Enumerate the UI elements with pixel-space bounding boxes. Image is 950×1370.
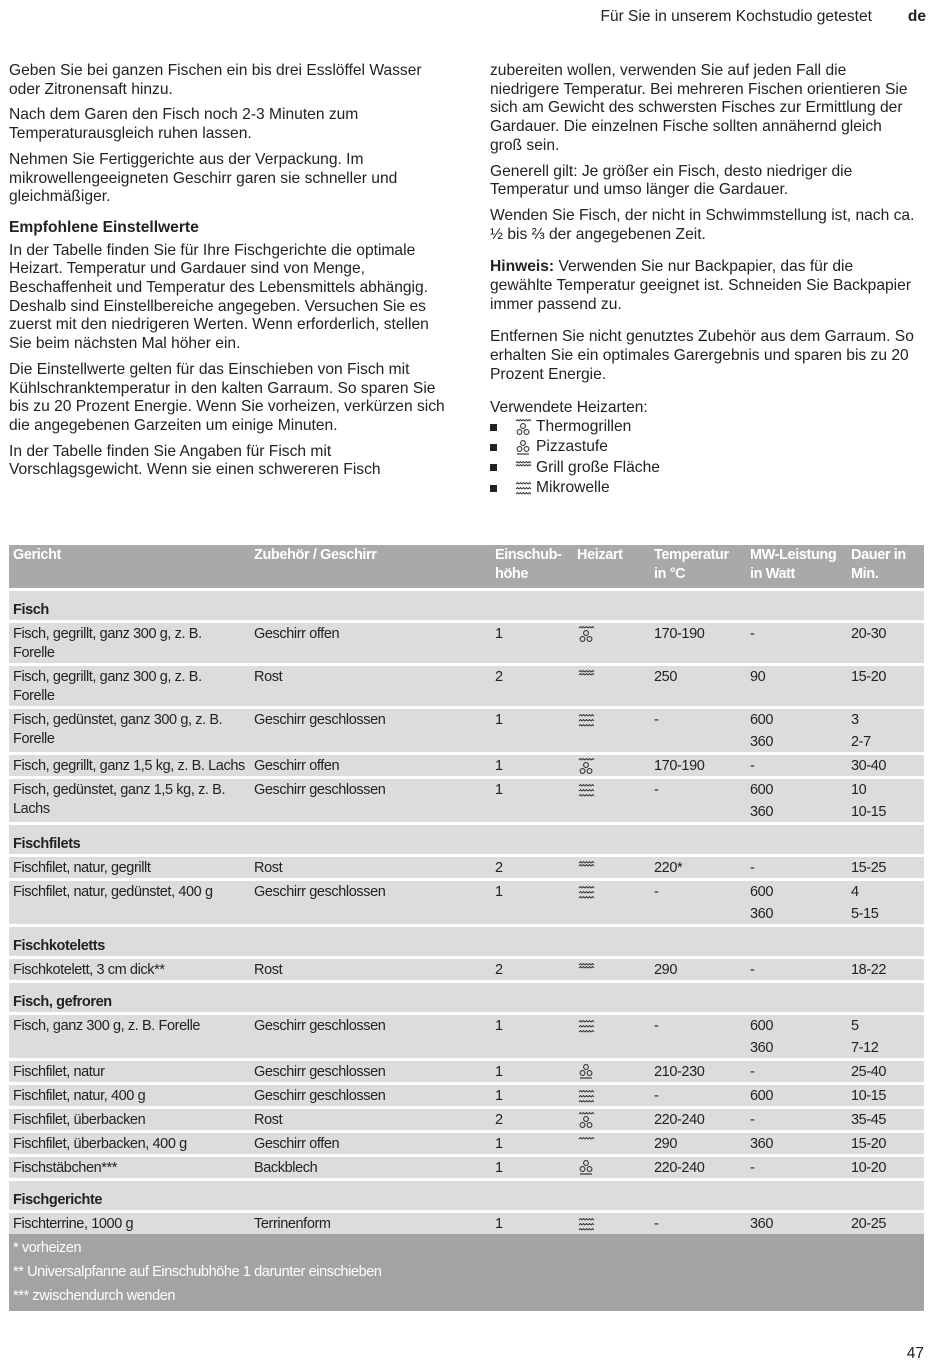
accessory-cell: Backblech: [250, 1156, 491, 1180]
microwave-icon: [577, 1088, 595, 1105]
thermogrill-icon: [577, 1112, 595, 1129]
duration-value: 25-40: [851, 1064, 887, 1080]
paragraph: Nach dem Garen den Fisch noch 2-3 Minuten zum Temperaturausgleich ruhen lassen.: [9, 106, 359, 143]
legend-title: Verwendete Heizarten:: [490, 398, 648, 416]
microwave-power-cell: [746, 778, 847, 824]
heating-mode-cell: [573, 754, 650, 778]
shelf-level-cell: 1: [491, 880, 573, 926]
microwave-power-cell: [746, 708, 847, 754]
shelf-level-cell: 1: [491, 622, 573, 665]
table-row: [9, 1108, 924, 1132]
duration-value: 5-15: [851, 906, 879, 922]
duration-cell: [847, 1132, 924, 1156]
accessory-cell: Geschirr geschlossen: [250, 1014, 491, 1060]
microwave-power-cell: [746, 1212, 847, 1235]
duration-value: 15-25: [851, 860, 887, 876]
paragraph: Die Einstellwerte gelten für das Einschieben von Fisch mit Kühlschranktemperatur in den kalten Garraum. So sparen Sie bis zu 20 Prozent Energie. Wenn Sie vorheizen, verkürzen sich die angegebenen Garzeiten um einige Minuten.: [9, 360, 445, 434]
heating-mode-cell: [573, 880, 650, 926]
duration-value: 7-12: [851, 1040, 879, 1056]
duration-cell: [847, 1108, 924, 1132]
duration-cell: [847, 856, 924, 880]
duration-value: 10-15: [851, 804, 887, 820]
temperature-cell: 220-240: [650, 1108, 746, 1132]
footnotes-row: [9, 1234, 924, 1311]
header-title: Für Sie in unserem Kochstudio getestet: [600, 8, 872, 25]
section-title: Fischkoteletts: [9, 926, 924, 958]
table-row: [9, 1060, 924, 1084]
temperature-cell: -: [650, 778, 746, 824]
temperature-cell: 170-190: [650, 754, 746, 778]
microwave-icon: [577, 1018, 595, 1035]
microwave-power-cell: [746, 880, 847, 926]
dish-cell: Fischstäbchen***: [9, 1156, 250, 1180]
power-value: 600: [750, 712, 773, 728]
note: [490, 258, 915, 314]
column-header: Gericht: [9, 545, 250, 590]
duration-value: 15-20: [851, 669, 887, 685]
dish-cell: Fisch, ganz 300 g, z. B. Forelle: [9, 1014, 250, 1060]
duration-value: 30-40: [851, 758, 887, 774]
microwave-power-cell: [746, 1014, 847, 1060]
heating-mode-cell: [573, 1108, 650, 1132]
duration-cell: [847, 708, 924, 754]
grill-large-area-icon: [577, 962, 595, 979]
duration-cell: [847, 1014, 924, 1060]
temperature-cell: -: [650, 1212, 746, 1235]
power-value: -: [750, 1160, 755, 1176]
shelf-level-cell: 1: [491, 708, 573, 754]
duration-cell: [847, 880, 924, 926]
duration-cell: [847, 1060, 924, 1084]
paragraph: zubereiten wollen, verwenden Sie auf jeden Fall die niedrigere Temperatur. Bei mehreren Fischen orientieren Sie sich am Gewicht des schwersten Fisches zur Ermittlung der Gardauer. Die einzelnen Fische sollten annähernd gleich groß sein.: [490, 62, 908, 154]
shelf-level-cell: 1: [491, 1014, 573, 1060]
table-row: [9, 856, 924, 880]
column-header: Temperatur in °C: [650, 545, 746, 590]
table-row: [9, 880, 924, 926]
shelf-level-cell: 1: [491, 1132, 573, 1156]
microwave-power-cell: [746, 958, 847, 982]
accessory-cell: Rost: [250, 856, 491, 880]
grill-large-area-icon: [577, 669, 595, 686]
microwave-icon: [577, 884, 595, 901]
settings-table: [9, 545, 924, 1311]
thermogrill-icon: [514, 419, 532, 436]
legend-item: [490, 438, 915, 458]
power-value: 600: [750, 1088, 773, 1104]
temperature-cell: 220-240: [650, 1156, 746, 1180]
duration-cell: [847, 1084, 924, 1108]
microwave-power-cell: [746, 1132, 847, 1156]
temperature-cell: 290: [650, 958, 746, 982]
duration-cell: [847, 1212, 924, 1235]
shelf-level-cell: 1: [491, 1212, 573, 1235]
dish-cell: Fischterrine, 1000 g: [9, 1212, 250, 1235]
section-heading: Empfohlene Einstellwerte: [9, 218, 199, 236]
power-value: 90: [750, 669, 766, 685]
duration-value: 10: [851, 782, 867, 798]
left-column: [9, 62, 449, 487]
column-header: Dauer in Min.: [847, 545, 924, 590]
grill-large-area-icon: [514, 460, 532, 477]
dish-cell: Fisch, gedünstet, ganz 1,5 kg, z. B. Lachs: [9, 778, 250, 824]
heating-mode-cell: [573, 778, 650, 824]
dish-cell: Fisch, gegrillt, ganz 300 g, z. B. Forelle: [9, 665, 250, 708]
shelf-level-cell: 2: [491, 665, 573, 708]
accessory-cell: Geschirr offen: [250, 1132, 491, 1156]
table-row: [9, 665, 924, 708]
table-row: [9, 1132, 924, 1156]
microwave-power-cell: [746, 1060, 847, 1084]
heating-mode-cell: [573, 958, 650, 982]
column-header: Zubehör / Geschirr: [250, 545, 491, 590]
accessory-cell: Rost: [250, 958, 491, 982]
duration-cell: [847, 958, 924, 982]
table-row: [9, 754, 924, 778]
column-header: MW-Leistung in Watt: [746, 545, 847, 590]
legend-label: Mikrowelle: [536, 478, 610, 496]
microwave-icon: [577, 1216, 595, 1233]
section-row: [9, 982, 924, 1014]
microwave-icon: [577, 712, 595, 729]
paragraph: In der Tabelle finden Sie Angaben für Fisch mit Vorschlagsgewicht. Wenn sie einen schwereren Fisch: [9, 442, 381, 479]
dish-cell: Fisch, gegrillt, ganz 1,5 kg, z. B. Lachs: [9, 754, 250, 778]
accessory-cell: Geschirr geschlossen: [250, 880, 491, 926]
duration-value: 20-30: [851, 626, 887, 642]
temperature-cell: 250: [650, 665, 746, 708]
dish-cell: Fischfilet, natur, gegrillt: [9, 856, 250, 880]
table-row: [9, 778, 924, 824]
section-row: [9, 824, 924, 856]
power-value: 600: [750, 782, 773, 798]
accessory-cell: Rost: [250, 1108, 491, 1132]
duration-value: 3: [851, 712, 859, 728]
note-text: Verwenden Sie nur Backpapier, das für die gewählte Temperatur geeignet ist. Schneiden Sie Backpapier immer passend zu.: [490, 258, 912, 313]
heating-mode-cell: [573, 622, 650, 665]
section-row: [9, 590, 924, 622]
microwave-power-cell: [746, 1084, 847, 1108]
shelf-level-cell: 1: [491, 1060, 573, 1084]
legend-item: [490, 478, 915, 498]
duration-value: 20-25: [851, 1216, 887, 1232]
duration-cell: [847, 754, 924, 778]
microwave-power-cell: [746, 856, 847, 880]
temperature-cell: 210-230: [650, 1060, 746, 1084]
language-code: de: [907, 8, 926, 25]
microwave-power-cell: [746, 1156, 847, 1180]
accessory-cell: Geschirr geschlossen: [250, 778, 491, 824]
dish-cell: Fischfilet, natur, gedünstet, 400 g: [9, 880, 250, 926]
table-row: [9, 958, 924, 982]
bullet-icon: [490, 485, 497, 492]
section-title: Fischfilets: [9, 824, 924, 856]
dish-cell: Fischkotelett, 3 cm dick**: [9, 958, 250, 982]
temperature-cell: -: [650, 880, 746, 926]
page-header: [601, 8, 927, 26]
microwave-power-cell: [746, 1108, 847, 1132]
pizza-setting-icon: [514, 440, 532, 457]
table-row: [9, 708, 924, 754]
column-header: Heizart: [573, 545, 650, 590]
power-value: 360: [750, 906, 773, 922]
accessory-cell: Geschirr geschlossen: [250, 1084, 491, 1108]
pizza-setting-icon: [577, 1160, 595, 1177]
legend-label: Pizzastufe: [536, 438, 608, 456]
duration-value: 18-22: [851, 962, 887, 978]
shelf-level-cell: 1: [491, 1084, 573, 1108]
heating-mode-cell: [573, 708, 650, 754]
legend-item: [490, 458, 915, 478]
dish-cell: Fischfilet, natur: [9, 1060, 250, 1084]
microwave-power-cell: [746, 754, 847, 778]
power-value: -: [750, 626, 755, 642]
footnote: * vorheizen: [13, 1240, 82, 1256]
duration-cell: [847, 665, 924, 708]
table-row: [9, 1156, 924, 1180]
power-value: -: [750, 1112, 755, 1128]
bullet-icon: [490, 444, 497, 451]
power-value: -: [750, 1064, 755, 1080]
temperature-cell: -: [650, 1014, 746, 1060]
shelf-level-cell: 2: [491, 856, 573, 880]
power-value: 360: [750, 1136, 773, 1152]
duration-value: 2-7: [851, 734, 871, 750]
bullet-icon: [490, 464, 497, 471]
temperature-cell: -: [650, 708, 746, 754]
section-title: Fischgerichte: [9, 1180, 924, 1212]
accessory-cell: Geschirr geschlossen: [250, 1060, 491, 1084]
legend-label: Grill große Fläche: [536, 458, 660, 476]
duration-value: 35-45: [851, 1112, 887, 1128]
dish-cell: Fischfilet, natur, 400 g: [9, 1084, 250, 1108]
footnote: *** zwischendurch wenden: [13, 1288, 176, 1304]
power-value: -: [750, 962, 755, 978]
duration-value: 15-20: [851, 1136, 887, 1152]
duration-value: 5: [851, 1018, 859, 1034]
shelf-level-cell: 2: [491, 958, 573, 982]
dish-cell: Fisch, gedünstet, ganz 300 g, z. B. Forelle: [9, 708, 250, 754]
accessory-cell: Geschirr geschlossen: [250, 708, 491, 754]
power-value: 600: [750, 1018, 773, 1034]
heating-mode-cell: [573, 1014, 650, 1060]
power-value: 360: [750, 1040, 773, 1056]
accessory-cell: Geschirr offen: [250, 622, 491, 665]
heating-mode-cell: [573, 1156, 650, 1180]
power-value: 360: [750, 804, 773, 820]
power-value: -: [750, 860, 755, 876]
power-value: 360: [750, 734, 773, 750]
heating-mode-legend: [490, 417, 915, 498]
table-header-row: [9, 545, 924, 590]
paragraph: Nehmen Sie Fertiggerichte aus der Verpackung. Im mikrowellengeeigneten Geschirr garen sie schneller und gleichmäßiger.: [9, 150, 398, 206]
table-row: [9, 1014, 924, 1060]
paragraph: Entfernen Sie nicht genutztes Zubehör aus dem Garraum. So erhalten Sie ein optimales Garergebnis und sparen bis zu 20 Prozent Energie.: [490, 328, 914, 383]
shelf-level-cell: 1: [491, 754, 573, 778]
paragraph: Wenden Sie Fisch, der nicht in Schwimmstellung ist, nach ca. ½ bis ⅔ der angegebenen Zeit.: [490, 206, 915, 243]
pizza-setting-icon: [577, 1064, 595, 1081]
temperature-cell: -: [650, 1084, 746, 1108]
microwave-power-cell: [746, 665, 847, 708]
duration-value: 4: [851, 884, 859, 900]
section-row: [9, 926, 924, 958]
dish-cell: Fischfilet, überbacken: [9, 1108, 250, 1132]
power-value: 600: [750, 884, 773, 900]
heating-mode-cell: [573, 665, 650, 708]
paragraph: Generell gilt: Je größer ein Fisch, desto niedriger die Temperatur und umso länger die Gardauer.: [490, 162, 853, 199]
duration-cell: [847, 1156, 924, 1180]
shelf-level-cell: 1: [491, 778, 573, 824]
accessory-cell: Terrinenform: [250, 1212, 491, 1235]
legend-item: [490, 417, 915, 437]
heating-mode-cell: [573, 1084, 650, 1108]
microwave-icon: [577, 782, 595, 799]
microwave-power-cell: [746, 622, 847, 665]
column-header: Einschub- höhe: [491, 545, 573, 590]
section-title: Fisch: [9, 590, 924, 622]
duration-cell: [847, 622, 924, 665]
legend-label: Thermogrillen: [536, 418, 632, 436]
shelf-level-cell: 1: [491, 1156, 573, 1180]
temperature-cell: 290: [650, 1132, 746, 1156]
duration-cell: [847, 778, 924, 824]
heating-mode-cell: [573, 1060, 650, 1084]
grill-icon: [577, 1136, 595, 1153]
paragraph: In der Tabelle finden Sie für Ihre Fischgerichte die optimale Heizart. Temperatur und Gardauer sind von Menge, Beschaffenheit und Temperatur des Lebensmittels abhängig. Deshalb sind Einstellbereiche angegeben. Versuchen Sie es zuerst mit den niedrigeren Werten. Wenn erforderlich, stellen Sie beim nächsten Mal höher ein.: [9, 241, 429, 353]
table-row: [9, 1212, 924, 1235]
footnote: ** Universalpfanne auf Einschubhöhe 1 darunter einschieben: [13, 1264, 382, 1280]
duration-value: 10-20: [851, 1160, 887, 1176]
bullet-icon: [490, 424, 497, 431]
grill-large-area-icon: [577, 860, 595, 877]
accessory-cell: Rost: [250, 665, 491, 708]
accessory-cell: Geschirr offen: [250, 754, 491, 778]
power-value: 360: [750, 1216, 773, 1232]
footnotes: [9, 1234, 924, 1311]
thermogrill-icon: [577, 758, 595, 775]
right-column: [490, 62, 915, 498]
section-title: Fisch, gefroren: [9, 982, 924, 1014]
paragraph: Geben Sie bei ganzen Fischen ein bis drei Esslöffel Wasser oder Zitronensaft hinzu.: [9, 62, 422, 98]
temperature-cell: 220*: [650, 856, 746, 880]
microwave-icon: [514, 480, 532, 497]
power-value: -: [750, 758, 755, 774]
table-row: [9, 1084, 924, 1108]
shelf-level-cell: 2: [491, 1108, 573, 1132]
page-number: 47: [906, 1345, 924, 1362]
thermogrill-icon: [577, 626, 595, 643]
dish-cell: Fisch, gegrillt, ganz 300 g, z. B. Forelle: [9, 622, 250, 665]
heating-mode-cell: [573, 1212, 650, 1235]
table-row: [9, 622, 924, 665]
duration-value: 10-15: [851, 1088, 887, 1104]
heating-mode-cell: [573, 1132, 650, 1156]
section-row: [9, 1180, 924, 1212]
heating-mode-cell: [573, 856, 650, 880]
temperature-cell: 170-190: [650, 622, 746, 665]
dish-cell: Fischfilet, überbacken, 400 g: [9, 1132, 250, 1156]
note-label: Hinweis:: [490, 258, 555, 276]
